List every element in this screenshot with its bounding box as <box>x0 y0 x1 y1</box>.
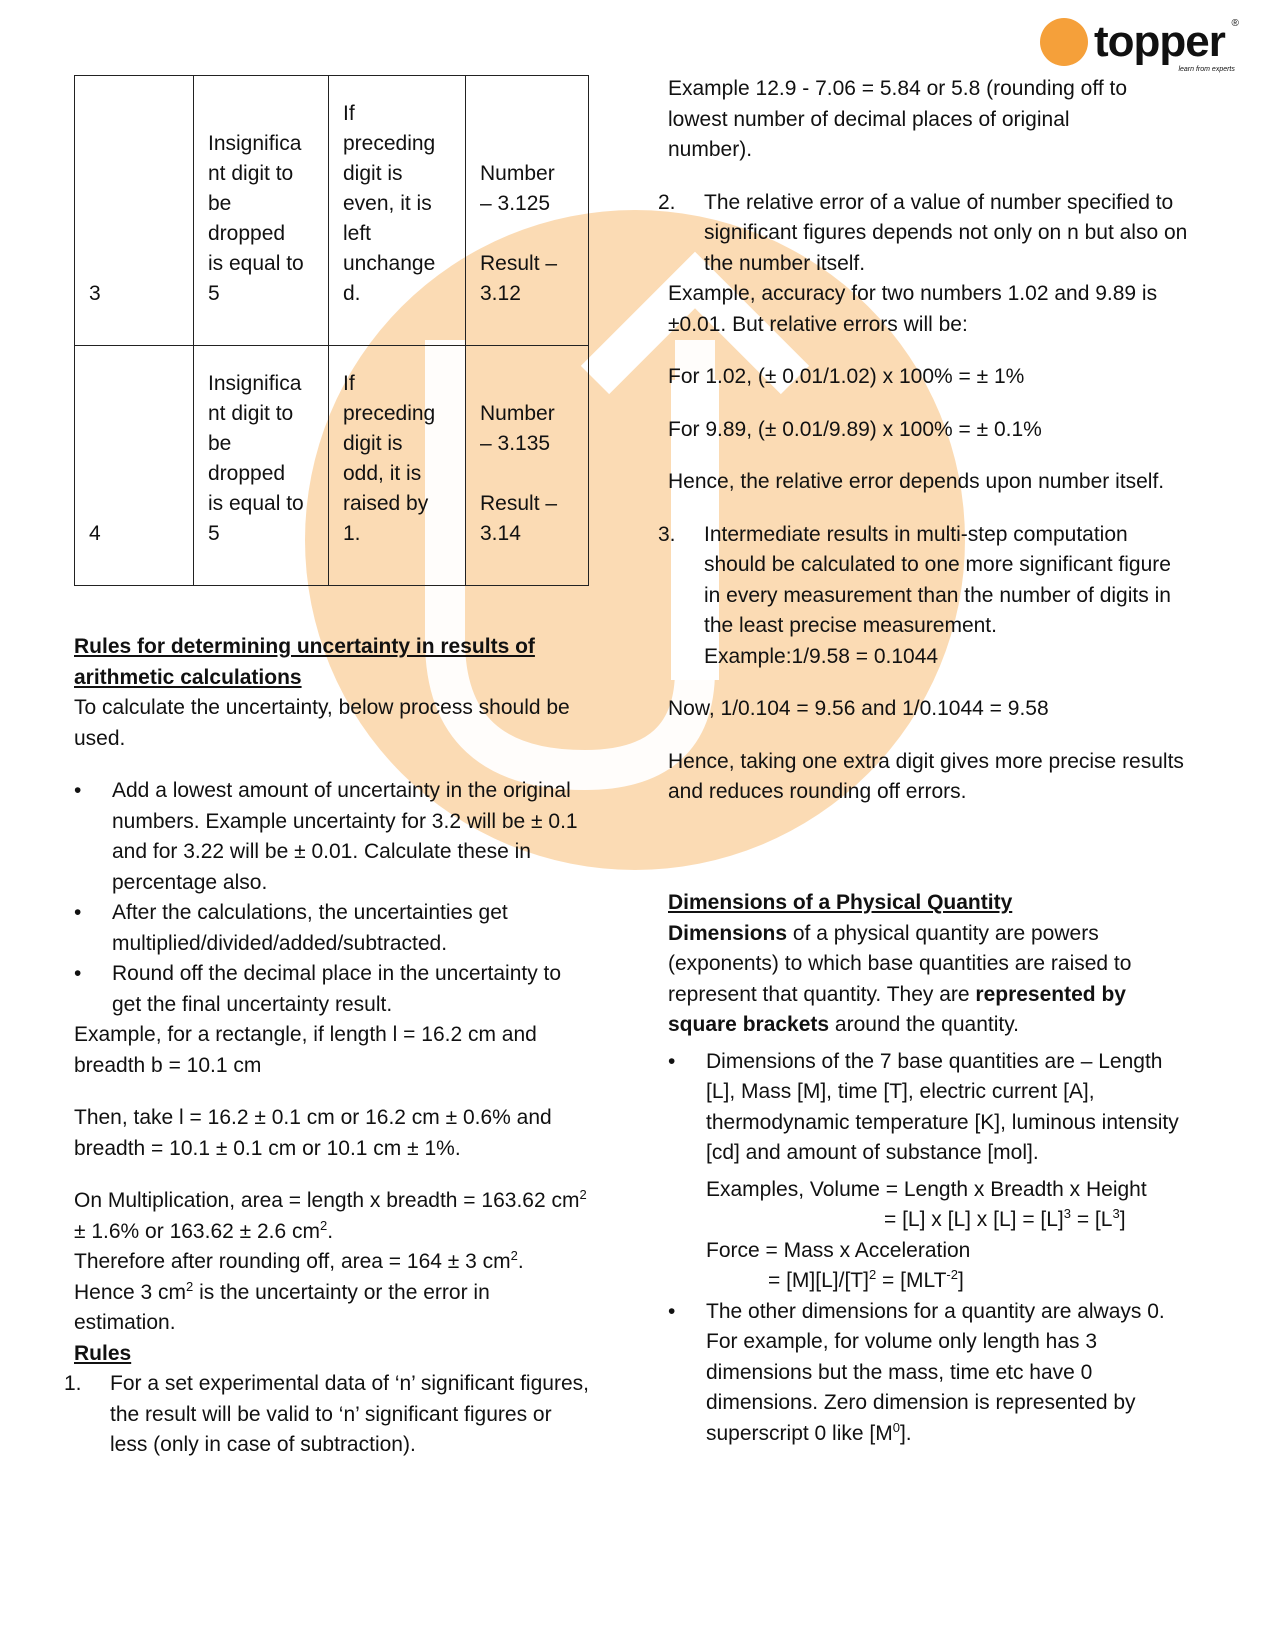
row-number: 3 <box>75 76 194 346</box>
table-row <box>75 76 589 346</box>
list-item: • Dimensions of the 7 base quantities are – Length [L], Mass [M], time [T], electric current [A], thermodynamic temperature [K], luminous intensity [cd] and amount of substance [mol]. Examples, Volume = Length x Breadth x Height = [L] x [L] x $[L] = [L]^3 = [L^3]$ Force = Mass x Acceleration = $[M][L]/[T]^2 = [MLT^{-2}]$ <box>668 1047 1188 1297</box>
list-item: • After the calculations, the uncertainties get multiplied/divided/added/subtracted. <box>74 898 594 959</box>
hence-text: Hence 3 $cm^2$ is the uncertainty or the error in estimation. <box>74 1278 490 1334</box>
brand-logo <box>1040 17 1239 73</box>
table-row <box>75 346 589 586</box>
uncertainty-heading: Rules for determining uncertainty in results of arithmetic calculations <box>74 635 535 689</box>
dimensions-heading: Dimensions of a Physical Quantity <box>668 891 1013 914</box>
calc-2: For 9.89, (± 0.01/9.89) x 100% = ± 0.1% <box>668 417 1042 441</box>
rule2-example: Example, accuracy for two numbers 1.02 and 9.89 is ±0.01. But relative errors will be: <box>668 282 1158 336</box>
rules-list-cont <box>658 188 1188 280</box>
row-number: 4 <box>75 346 194 586</box>
dimensions-definition: Dimensions of a physical quantity are powers (exponents) to which base quantities are raised to represent that quantity. They are represented by square brackets around the quantity. <box>668 921 1132 1036</box>
example-cell: Number – 3.125 Result – 3.12 <box>466 76 589 346</box>
list-item: • Add a lowest amount of uncertainty in the original numbers. Example uncertainty for 3.2 will be ± 0.1 and for 3.22 will be ± 0.01. Calculate these in percentage also. <box>74 776 594 898</box>
multiplication-text: On Multiplication, area = length x breadth = 163.62 $cm^2 \pm 1.6\%$ or 163.62 ± 2.6 $cm^2$. <box>74 1187 587 1243</box>
rules-heading: Rules <box>74 1341 132 1365</box>
brand-tagline: learn from experts <box>1178 66 1235 73</box>
brand-name: topper <box>1094 17 1225 66</box>
rule-cell: If preceding digit is odd, it is raised by 1. <box>329 346 466 586</box>
rules-list <box>64 1369 594 1461</box>
right-column <box>658 74 1188 808</box>
intro-text: To calculate the uncertainty, below process should be used. <box>74 696 570 750</box>
list-item: 2. The relative error of a value of number specified to significant figures depends not only on n but also on the number itself. <box>658 190 1188 275</box>
hence-relative: Hence, the relative error depends upon number itself. <box>668 470 1165 493</box>
example-cell: Number – 3.135 Result – 3.14 <box>466 346 589 586</box>
list-item: • The other dimensions for a quantity are always 0. For example, for volume only length has 3 dimensions but the mass, time etc have 0 dimensions. Zero dimension is represented by superscript 0 like $[M^0]$. <box>668 1297 1188 1450</box>
then-text: Then, take l = 16.2 ± 0.1 cm or 16.2 cm ± 0.6% and breadth = 10.1 ± 0.1 cm or 10.1 cm ± 1%. <box>74 1106 552 1160</box>
list-item: 3. Intermediate results in multi-step computation should be calculated to one more significant figure in every measurement than the number of digits in the least precise measurement. Example:1/9.58 = 0.1044 <box>658 522 1171 668</box>
list-item: • Round off the decimal place in the uncertainty to get the final uncertainty result. <box>74 959 594 1020</box>
rules-list-cont-2 <box>658 520 1188 673</box>
case-cell: Insignifica nt digit to be dropped is equal to 5 <box>194 346 329 586</box>
left-column <box>64 632 594 1461</box>
registered-mark: ® <box>1231 18 1239 29</box>
now-text: Now, 1/0.104 = 9.56 and 1/0.1044 = 9.58 <box>668 697 1049 720</box>
hence-extra-digit: Hence, taking one extra digit gives more precise results and reduces rounding off errors. <box>668 749 1184 803</box>
case-cell: Insignifica nt digit to be dropped is equal to 5 <box>194 76 329 346</box>
list-item: 1. For a set experimental data of ‘n’ significant figures, the result will be valid to ‘n’ significant figures or less (only in case of subtraction). <box>64 1372 589 1456</box>
rounding-rules-table <box>74 75 589 586</box>
calc-1: For 1.02, (± 0.01/1.02) x 100% = ± 1% <box>668 365 1025 388</box>
topper-logo-icon <box>1040 18 1088 66</box>
example-subtraction: Example 12.9 - 7.06 = 5.84 or 5.8 (rounding off to lowest number of decimal places of original number). <box>668 77 1127 161</box>
dimensions-section <box>668 888 1188 1449</box>
rule-cell: If preceding digit is even, it is left unchange d. <box>329 76 466 346</box>
dimensions-list <box>668 1047 1188 1450</box>
example-text: Example, for a rectangle, if length l = 16.2 cm and breadth b = 10.1 cm <box>74 1023 537 1077</box>
therefore-text: Therefore after rounding off, area = 164 ± 3 $cm^2$. <box>74 1248 524 1273</box>
uncertainty-steps-list <box>74 776 594 1020</box>
